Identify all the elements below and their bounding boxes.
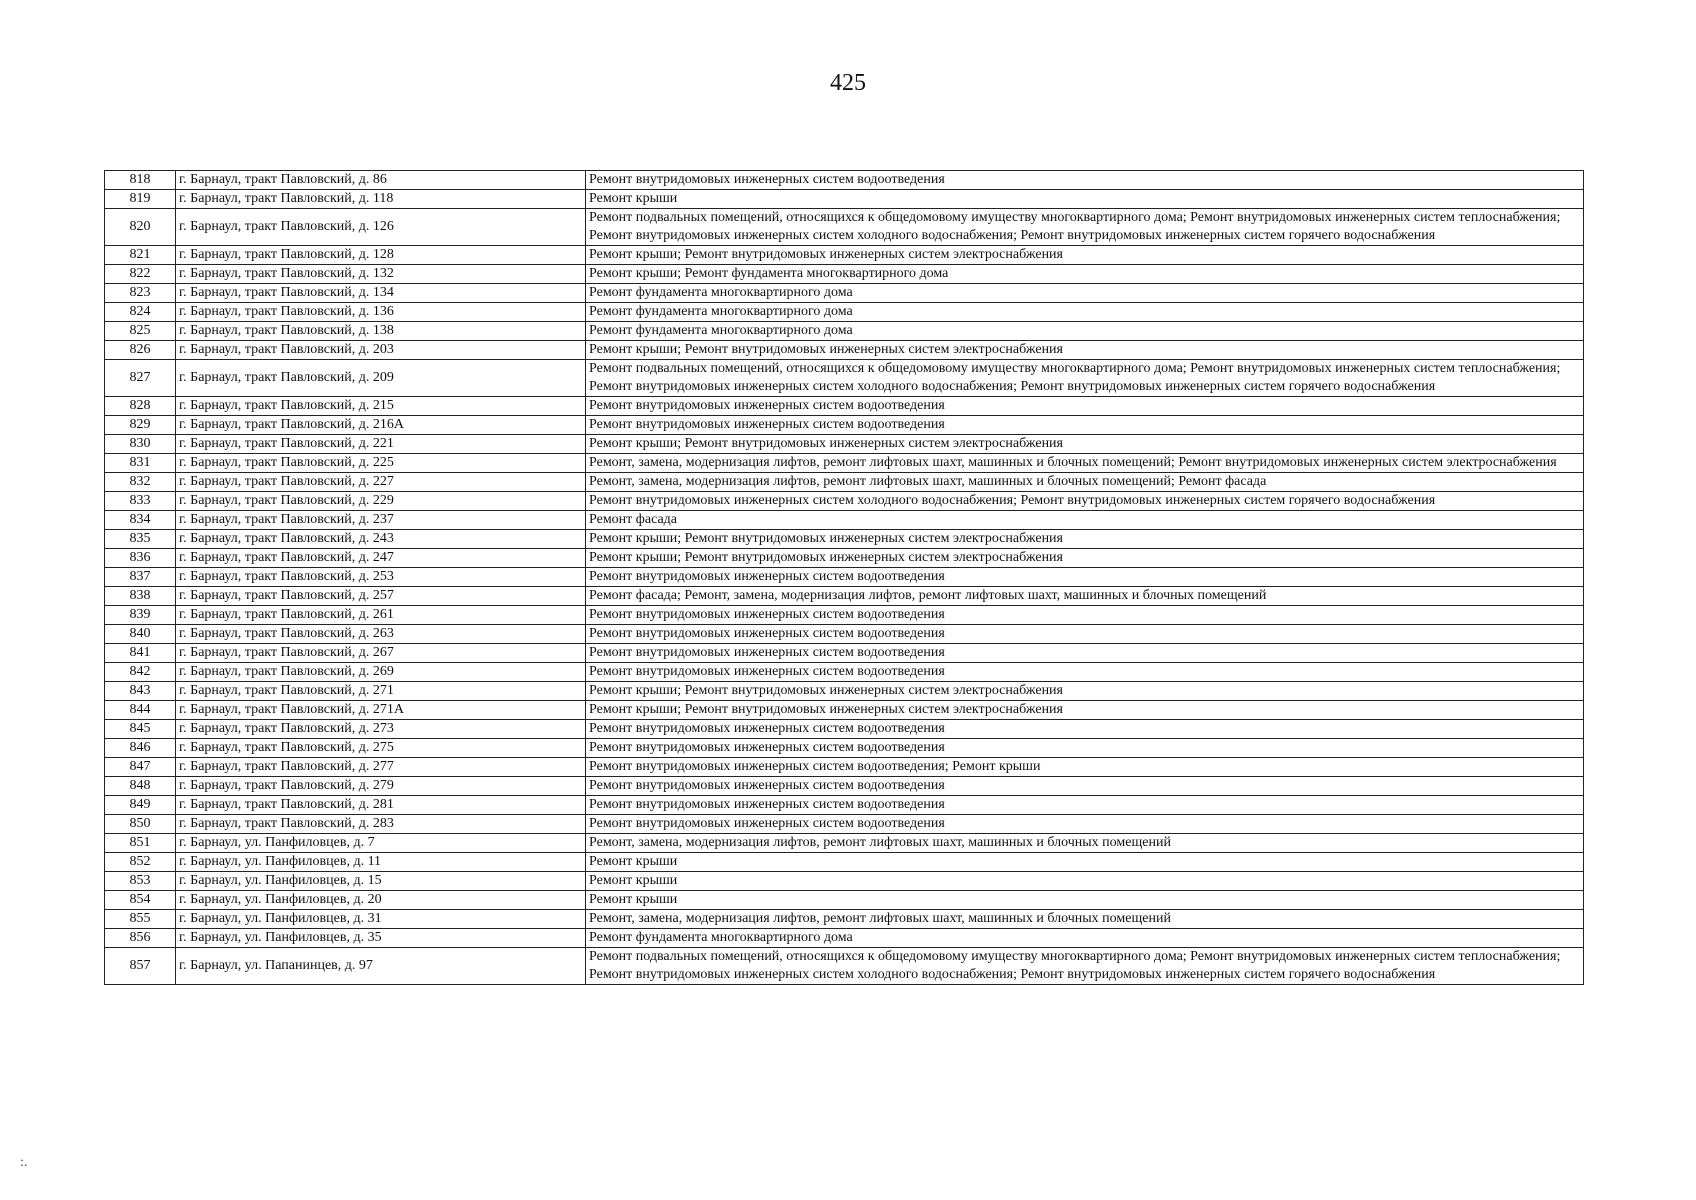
row-address: г. Барнаул, тракт Павловский, д. 247 [176,549,586,568]
row-address: г. Барнаул, тракт Павловский, д. 273 [176,720,586,739]
row-address: г. Барнаул, тракт Павловский, д. 203 [176,341,586,360]
row-address: г. Барнаул, тракт Павловский, д. 138 [176,322,586,341]
table-row [105,701,1584,720]
row-address: г. Барнаул, ул. Панфиловцев, д. 20 [176,891,586,910]
row-works: Ремонт подвальных помещений, относящихся к общедомовому имуществу многоквартирного дома; Ремонт внутридомовых инженерных систем теплоснабжения; Ремонт внутридомовых инженерных систем холодного водоснабжения; Ремонт внутридомовых инженерных систем горячего водоснабжения [586,360,1584,397]
row-address: г. Барнаул, тракт Павловский, д. 132 [176,265,586,284]
table-row [105,492,1584,511]
row-works: Ремонт крыши; Ремонт внутридомовых инженерных систем электроснабжения [586,435,1584,454]
row-works: Ремонт крыши; Ремонт внутридомовых инженерных систем электроснабжения [586,246,1584,265]
row-number: 850 [105,815,176,834]
page-number: 425 [830,70,866,96]
table-row [105,397,1584,416]
table-row [105,303,1584,322]
row-works: Ремонт внутридомовых инженерных систем водоотведения [586,739,1584,758]
row-address: г. Барнаул, тракт Павловский, д. 253 [176,568,586,587]
row-number: 842 [105,663,176,682]
row-number: 831 [105,454,176,473]
table-row [105,682,1584,701]
row-works: Ремонт крыши; Ремонт внутридомовых инженерных систем электроснабжения [586,701,1584,720]
row-works: Ремонт, замена, модернизация лифтов, ремонт лифтовых шахт, машинных и блочных помещений; Ремонт фасада [586,473,1584,492]
row-address: г. Барнаул, тракт Павловский, д. 227 [176,473,586,492]
row-address: г. Барнаул, тракт Павловский, д. 271А [176,701,586,720]
row-address: г. Барнаул, тракт Павловский, д. 267 [176,644,586,663]
row-number: 819 [105,190,176,209]
table-row [105,473,1584,492]
row-address: г. Барнаул, тракт Павловский, д. 134 [176,284,586,303]
row-works: Ремонт крыши [586,190,1584,209]
row-address: г. Барнаул, тракт Павловский, д. 136 [176,303,586,322]
row-address: г. Барнаул, тракт Павловский, д. 118 [176,190,586,209]
row-number: 848 [105,777,176,796]
row-number: 827 [105,360,176,397]
table-row [105,246,1584,265]
row-number: 835 [105,530,176,549]
row-works: Ремонт внутридомовых инженерных систем водоотведения [586,171,1584,190]
row-works: Ремонт внутридомовых инженерных систем водоотведения; Ремонт крыши [586,758,1584,777]
table-row [105,796,1584,815]
row-number: 821 [105,246,176,265]
row-works: Ремонт внутридомовых инженерных систем водоотведения [586,815,1584,834]
row-works: Ремонт внутридомовых инженерных систем водоотведения [586,720,1584,739]
row-address: г. Барнаул, ул. Панфиловцев, д. 31 [176,910,586,929]
table-row [105,720,1584,739]
row-works: Ремонт крыши; Ремонт внутридомовых инженерных систем электроснабжения [586,682,1584,701]
row-number: 833 [105,492,176,511]
row-number: 849 [105,796,176,815]
row-address: г. Барнаул, тракт Павловский, д. 221 [176,435,586,454]
row-address: г. Барнаул, тракт Павловский, д. 261 [176,606,586,625]
row-works: Ремонт внутридомовых инженерных систем водоотведения [586,568,1584,587]
row-number: 818 [105,171,176,190]
row-address: г. Барнаул, тракт Павловский, д. 279 [176,777,586,796]
row-address: г. Барнаул, тракт Павловский, д. 128 [176,246,586,265]
row-address: г. Барнаул, тракт Павловский, д. 229 [176,492,586,511]
row-number: 847 [105,758,176,777]
row-works: Ремонт крыши; Ремонт фундамента многоквартирного дома [586,265,1584,284]
row-number: 826 [105,341,176,360]
row-address: г. Барнаул, тракт Павловский, д. 243 [176,530,586,549]
table-row [105,891,1584,910]
row-works: Ремонт, замена, модернизация лифтов, ремонт лифтовых шахт, машинных и блочных помещений [586,834,1584,853]
table-row [105,454,1584,473]
page-mark: :. [20,1155,28,1170]
row-number: 841 [105,644,176,663]
row-works: Ремонт крыши [586,891,1584,910]
table-row [105,190,1584,209]
table-row [105,322,1584,341]
row-number: 829 [105,416,176,435]
row-address: г. Барнаул, ул. Панфиловцев, д. 15 [176,872,586,891]
row-address: г. Барнаул, тракт Павловский, д. 237 [176,511,586,530]
row-number: 825 [105,322,176,341]
row-address: г. Барнаул, тракт Павловский, д. 275 [176,739,586,758]
row-works: Ремонт внутридомовых инженерных систем водоотведения [586,625,1584,644]
row-number: 832 [105,473,176,492]
row-address: г. Барнаул, тракт Павловский, д. 86 [176,171,586,190]
table-row [105,929,1584,948]
row-works: Ремонт фундамента многоквартирного дома [586,303,1584,322]
row-works: Ремонт фасада; Ремонт, замена, модернизация лифтов, ремонт лифтовых шахт, машинных и блочных помещений [586,587,1584,606]
row-number: 830 [105,435,176,454]
row-works: Ремонт подвальных помещений, относящихся к общедомовому имуществу многоквартирного дома; Ремонт внутридомовых инженерных систем теплоснабжения; Ремонт внутридомовых инженерных систем холодного водоснабжения; Ремонт внутридомовых инженерных систем горячего водоснабжения [586,948,1584,985]
table-row [105,777,1584,796]
row-number: 857 [105,948,176,985]
row-works: Ремонт фундамента многоквартирного дома [586,322,1584,341]
row-number: 846 [105,739,176,758]
table-row [105,815,1584,834]
row-number: 837 [105,568,176,587]
row-number: 844 [105,701,176,720]
row-works: Ремонт, замена, модернизация лифтов, ремонт лифтовых шахт, машинных и блочных помещений; Ремонт внутридомовых инженерных систем электроснабжения [586,454,1584,473]
row-number: 836 [105,549,176,568]
row-number: 852 [105,853,176,872]
row-address: г. Барнаул, ул. Панфиловцев, д. 35 [176,929,586,948]
table-row [105,416,1584,435]
row-number: 822 [105,265,176,284]
table-row [105,625,1584,644]
table-row [105,549,1584,568]
row-number: 823 [105,284,176,303]
row-works: Ремонт внутридомовых инженерных систем водоотведения [586,416,1584,435]
row-address: г. Барнаул, тракт Павловский, д. 281 [176,796,586,815]
table-row [105,209,1584,246]
row-number: 834 [105,511,176,530]
table-row [105,171,1584,190]
row-number: 839 [105,606,176,625]
table-row [105,758,1584,777]
row-number: 828 [105,397,176,416]
table-row [105,568,1584,587]
table-row [105,834,1584,853]
table-row [105,265,1584,284]
table-row [105,644,1584,663]
row-works: Ремонт крыши [586,853,1584,872]
row-address: г. Барнаул, ул. Панфиловцев, д. 7 [176,834,586,853]
row-address: г. Барнаул, тракт Павловский, д. 126 [176,209,586,246]
table-row [105,872,1584,891]
row-number: 843 [105,682,176,701]
row-number: 854 [105,891,176,910]
row-works: Ремонт внутридомовых инженерных систем холодного водоснабжения; Ремонт внутридомовых инженерных систем горячего водоснабжения [586,492,1584,511]
row-number: 856 [105,929,176,948]
row-address: г. Барнаул, ул. Папанинцев, д. 97 [176,948,586,985]
table-row [105,948,1584,985]
table-row [105,587,1584,606]
row-works: Ремонт внутридомовых инженерных систем водоотведения [586,644,1584,663]
table-row [105,663,1584,682]
row-number: 824 [105,303,176,322]
table-row [105,360,1584,397]
row-address: г. Барнаул, тракт Павловский, д. 216А [176,416,586,435]
row-works: Ремонт внутридомовых инженерных систем водоотведения [586,663,1584,682]
row-works: Ремонт внутридомовых инженерных систем водоотведения [586,777,1584,796]
row-address: г. Барнаул, тракт Павловский, д. 215 [176,397,586,416]
table-body [105,171,1584,985]
row-number: 820 [105,209,176,246]
row-address: г. Барнаул, тракт Павловский, д. 263 [176,625,586,644]
table-row [105,530,1584,549]
row-works: Ремонт фасада [586,511,1584,530]
row-works: Ремонт фундамента многоквартирного дома [586,929,1584,948]
table-row [105,739,1584,758]
table-row [105,284,1584,303]
table-row [105,910,1584,929]
row-address: г. Барнаул, тракт Павловский, д. 209 [176,360,586,397]
row-works: Ремонт, замена, модернизация лифтов, ремонт лифтовых шахт, машинных и блочных помещений [586,910,1584,929]
row-address: г. Барнаул, тракт Павловский, д. 269 [176,663,586,682]
table-row [105,606,1584,625]
row-number: 838 [105,587,176,606]
row-works: Ремонт крыши [586,872,1584,891]
row-works: Ремонт внутридомовых инженерных систем водоотведения [586,606,1584,625]
table-row [105,853,1584,872]
row-address: г. Барнаул, тракт Павловский, д. 271 [176,682,586,701]
row-works: Ремонт крыши; Ремонт внутридомовых инженерных систем электроснабжения [586,549,1584,568]
row-works: Ремонт крыши; Ремонт внутридомовых инженерных систем электроснабжения [586,341,1584,360]
row-address: г. Барнаул, тракт Павловский, д. 225 [176,454,586,473]
row-number: 855 [105,910,176,929]
row-number: 845 [105,720,176,739]
row-address: г. Барнаул, тракт Павловский, д. 257 [176,587,586,606]
row-address: г. Барнаул, тракт Павловский, д. 277 [176,758,586,777]
table-row [105,435,1584,454]
row-works: Ремонт фундамента многоквартирного дома [586,284,1584,303]
row-number: 851 [105,834,176,853]
row-number: 853 [105,872,176,891]
table-row [105,341,1584,360]
row-works: Ремонт крыши; Ремонт внутридомовых инженерных систем электроснабжения [586,530,1584,549]
row-works: Ремонт внутридомовых инженерных систем водоотведения [586,796,1584,815]
repair-table [104,170,1584,985]
row-address: г. Барнаул, тракт Павловский, д. 283 [176,815,586,834]
row-works: Ремонт внутридомовых инженерных систем водоотведения [586,397,1584,416]
row-address: г. Барнаул, ул. Панфиловцев, д. 11 [176,853,586,872]
table-row [105,511,1584,530]
row-number: 840 [105,625,176,644]
row-works: Ремонт подвальных помещений, относящихся к общедомовому имуществу многоквартирного дома; Ремонт внутридомовых инженерных систем теплоснабжения; Ремонт внутридомовых инженерных систем холодного водоснабжения; Ремонт внутридомовых инженерных систем горячего водоснабжения [586,209,1584,246]
